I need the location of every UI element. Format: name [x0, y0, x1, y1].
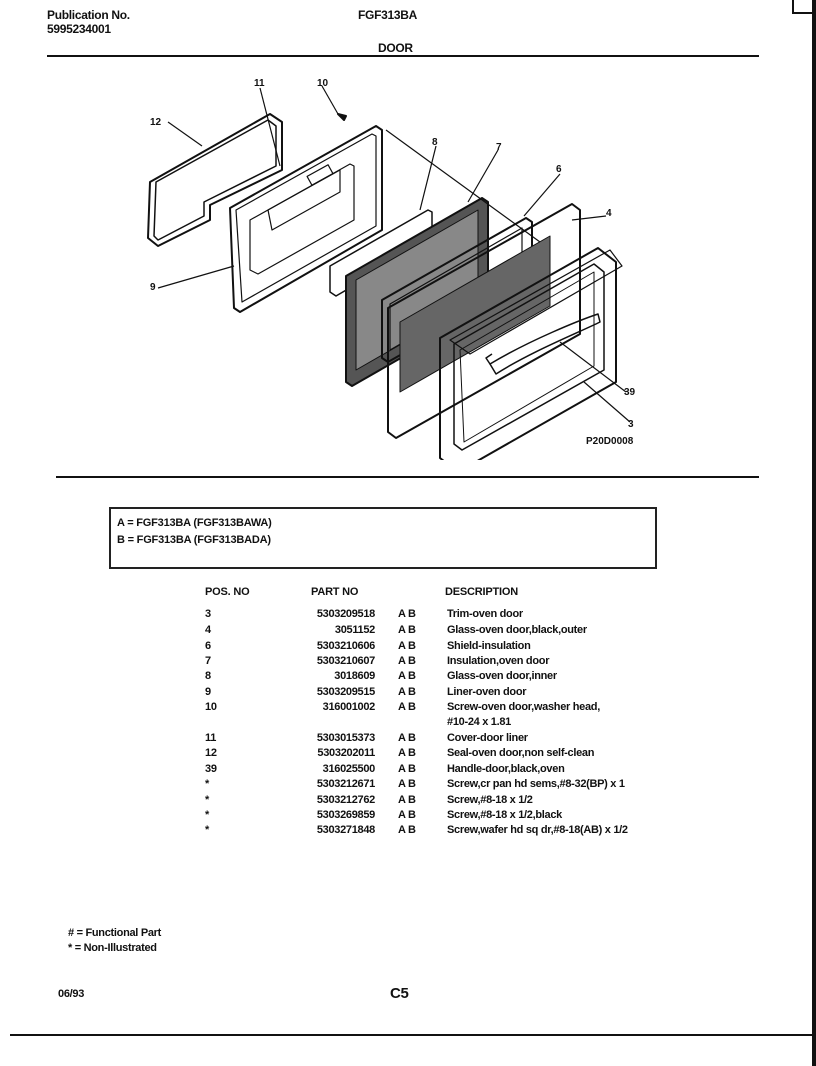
description-cell: Screw,#8-18 x 1/2 [447, 794, 533, 806]
description-cell: Glass-oven door,black,outer [447, 624, 587, 636]
part-number-cell: 5303212762 [316, 794, 375, 806]
description-cell: Screw,wafer hd sq dr,#8-18(AB) x 1/2 [447, 824, 628, 836]
model-code-cell: A B [398, 794, 416, 806]
part-number-cell: 5303209515 [316, 686, 375, 698]
part-number-cell: 5303210606 [316, 640, 375, 652]
part-number-cell: 5303271848 [316, 824, 375, 836]
pos-cell: 11 [205, 732, 217, 744]
pos-cell: 7 [205, 655, 211, 667]
header-description: DESCRIPTION [445, 586, 518, 598]
table-row [0, 778, 760, 793]
part-number-cell: 5303202011 [317, 747, 375, 759]
pos-cell: * [205, 809, 209, 821]
model-code-cell: A B [398, 608, 416, 620]
door-exploded-diagram [110, 70, 670, 460]
pos-cell: 10 [205, 701, 217, 713]
callout-12: 12 [150, 117, 162, 128]
header-pos-no: POS. NO [205, 586, 250, 598]
description-cell: Cover-door liner [447, 732, 528, 744]
description-cell: Glass-oven door,inner [447, 670, 557, 682]
part-12-door-seal [148, 114, 282, 246]
table-row [0, 624, 760, 639]
description-cell: Liner-oven door [447, 686, 527, 698]
part-number-cell: 316001002 [322, 701, 375, 713]
section-rule [56, 476, 759, 478]
description-cell: Shield-insulation [447, 640, 531, 652]
callout-7: 7 [496, 142, 502, 153]
part-number-cell: 3051152 [334, 624, 375, 636]
callout-11: 11 [254, 78, 265, 89]
model-code-cell: A B [398, 778, 416, 790]
part-number-cell: 5303269859 [316, 809, 375, 821]
description-cell: Handle-door,black,oven [447, 763, 565, 775]
model-code-cell: A B [398, 747, 416, 759]
pos-cell: * [205, 824, 209, 836]
pos-cell: 39 [205, 763, 217, 775]
table-row [0, 608, 760, 623]
model-code-cell: A B [398, 640, 416, 652]
description-cell: Screw-oven door,washer head, [447, 701, 600, 713]
callout-39: 39 [624, 387, 636, 398]
pos-cell: 9 [205, 686, 211, 698]
table-row [0, 809, 760, 824]
pos-cell: * [205, 778, 209, 790]
table-row [0, 824, 760, 839]
callout-4: 4 [606, 208, 612, 219]
publication-number: 5995234001 [47, 22, 111, 36]
model-code-cell: A B [398, 809, 416, 821]
table-row [0, 655, 760, 670]
callout-10: 10 [317, 78, 329, 89]
part-number-cell: 5303209518 [316, 608, 375, 620]
callout-3: 3 [628, 419, 634, 430]
model-code-cell: A B [398, 670, 416, 682]
table-row [0, 686, 760, 701]
part-number-cell: 5303015373 [316, 732, 375, 744]
page-border-right [812, 0, 816, 1066]
figure-code: P20D0008 [586, 436, 634, 447]
table-row [0, 794, 760, 809]
model-code-cell: A B [398, 701, 416, 713]
description-cell: #10-24 x 1.81 [447, 716, 511, 728]
model-legend-box [109, 507, 657, 569]
pos-cell: 8 [205, 670, 211, 682]
header-rule [47, 55, 759, 57]
description-cell: Trim-oven door [447, 608, 523, 620]
model-code-cell: A B [398, 624, 416, 636]
pos-cell: 4 [205, 624, 211, 636]
footer-page-number: C5 [390, 985, 409, 1002]
part-number-cell: 5303210607 [316, 655, 375, 667]
description-cell: Insulation,oven door [447, 655, 550, 667]
part-number-cell: 3018609 [334, 670, 375, 682]
part-number-cell: 316025500 [322, 763, 375, 775]
model-code-cell: A B [398, 732, 416, 744]
table-row [0, 670, 760, 685]
callout-6: 6 [556, 164, 562, 175]
callout-8: 8 [432, 137, 438, 148]
callout-9: 9 [150, 282, 156, 293]
pos-cell: 12 [205, 747, 217, 759]
footer-date: 06/93 [58, 988, 85, 1000]
publication-label: Publication No. [47, 8, 130, 22]
pos-cell: * [205, 794, 209, 806]
pos-cell: 6 [205, 640, 211, 652]
model-title: FGF313BA [358, 8, 417, 22]
model-code-cell: A B [398, 763, 416, 775]
page-corner-mark [792, 0, 816, 14]
description-cell: Screw,cr pan hd sems,#8-32(BP) x 1 [447, 778, 625, 790]
pos-cell: 3 [205, 608, 211, 620]
model-code-cell: A B [398, 686, 416, 698]
part-number-cell: 5303212671 [316, 778, 375, 790]
header-part-no: PART NO [311, 586, 359, 598]
table-row [0, 763, 760, 778]
table-row [0, 747, 760, 762]
model-b-line: B = FGF313BA (FGF313BADA) [117, 534, 271, 546]
description-cell: Seal-oven door,non self-clean [447, 747, 595, 759]
table-row [0, 701, 760, 716]
section-title: DOOR [378, 41, 413, 55]
model-code-cell: A B [398, 824, 416, 836]
legend-non-illustrated: * = Non-Illustrated [68, 942, 157, 954]
part-10-screw [338, 114, 346, 120]
legend-functional: # = Functional Part [68, 927, 162, 939]
model-code-cell: A B [398, 655, 416, 667]
description-cell: Screw,#8-18 x 1/2,black [447, 809, 562, 821]
table-row [0, 716, 760, 731]
table-row [0, 640, 760, 655]
table-row [0, 732, 760, 747]
model-a-line: A = FGF313BA (FGF313BAWA) [117, 517, 272, 529]
page-border-bottom [10, 1034, 816, 1036]
